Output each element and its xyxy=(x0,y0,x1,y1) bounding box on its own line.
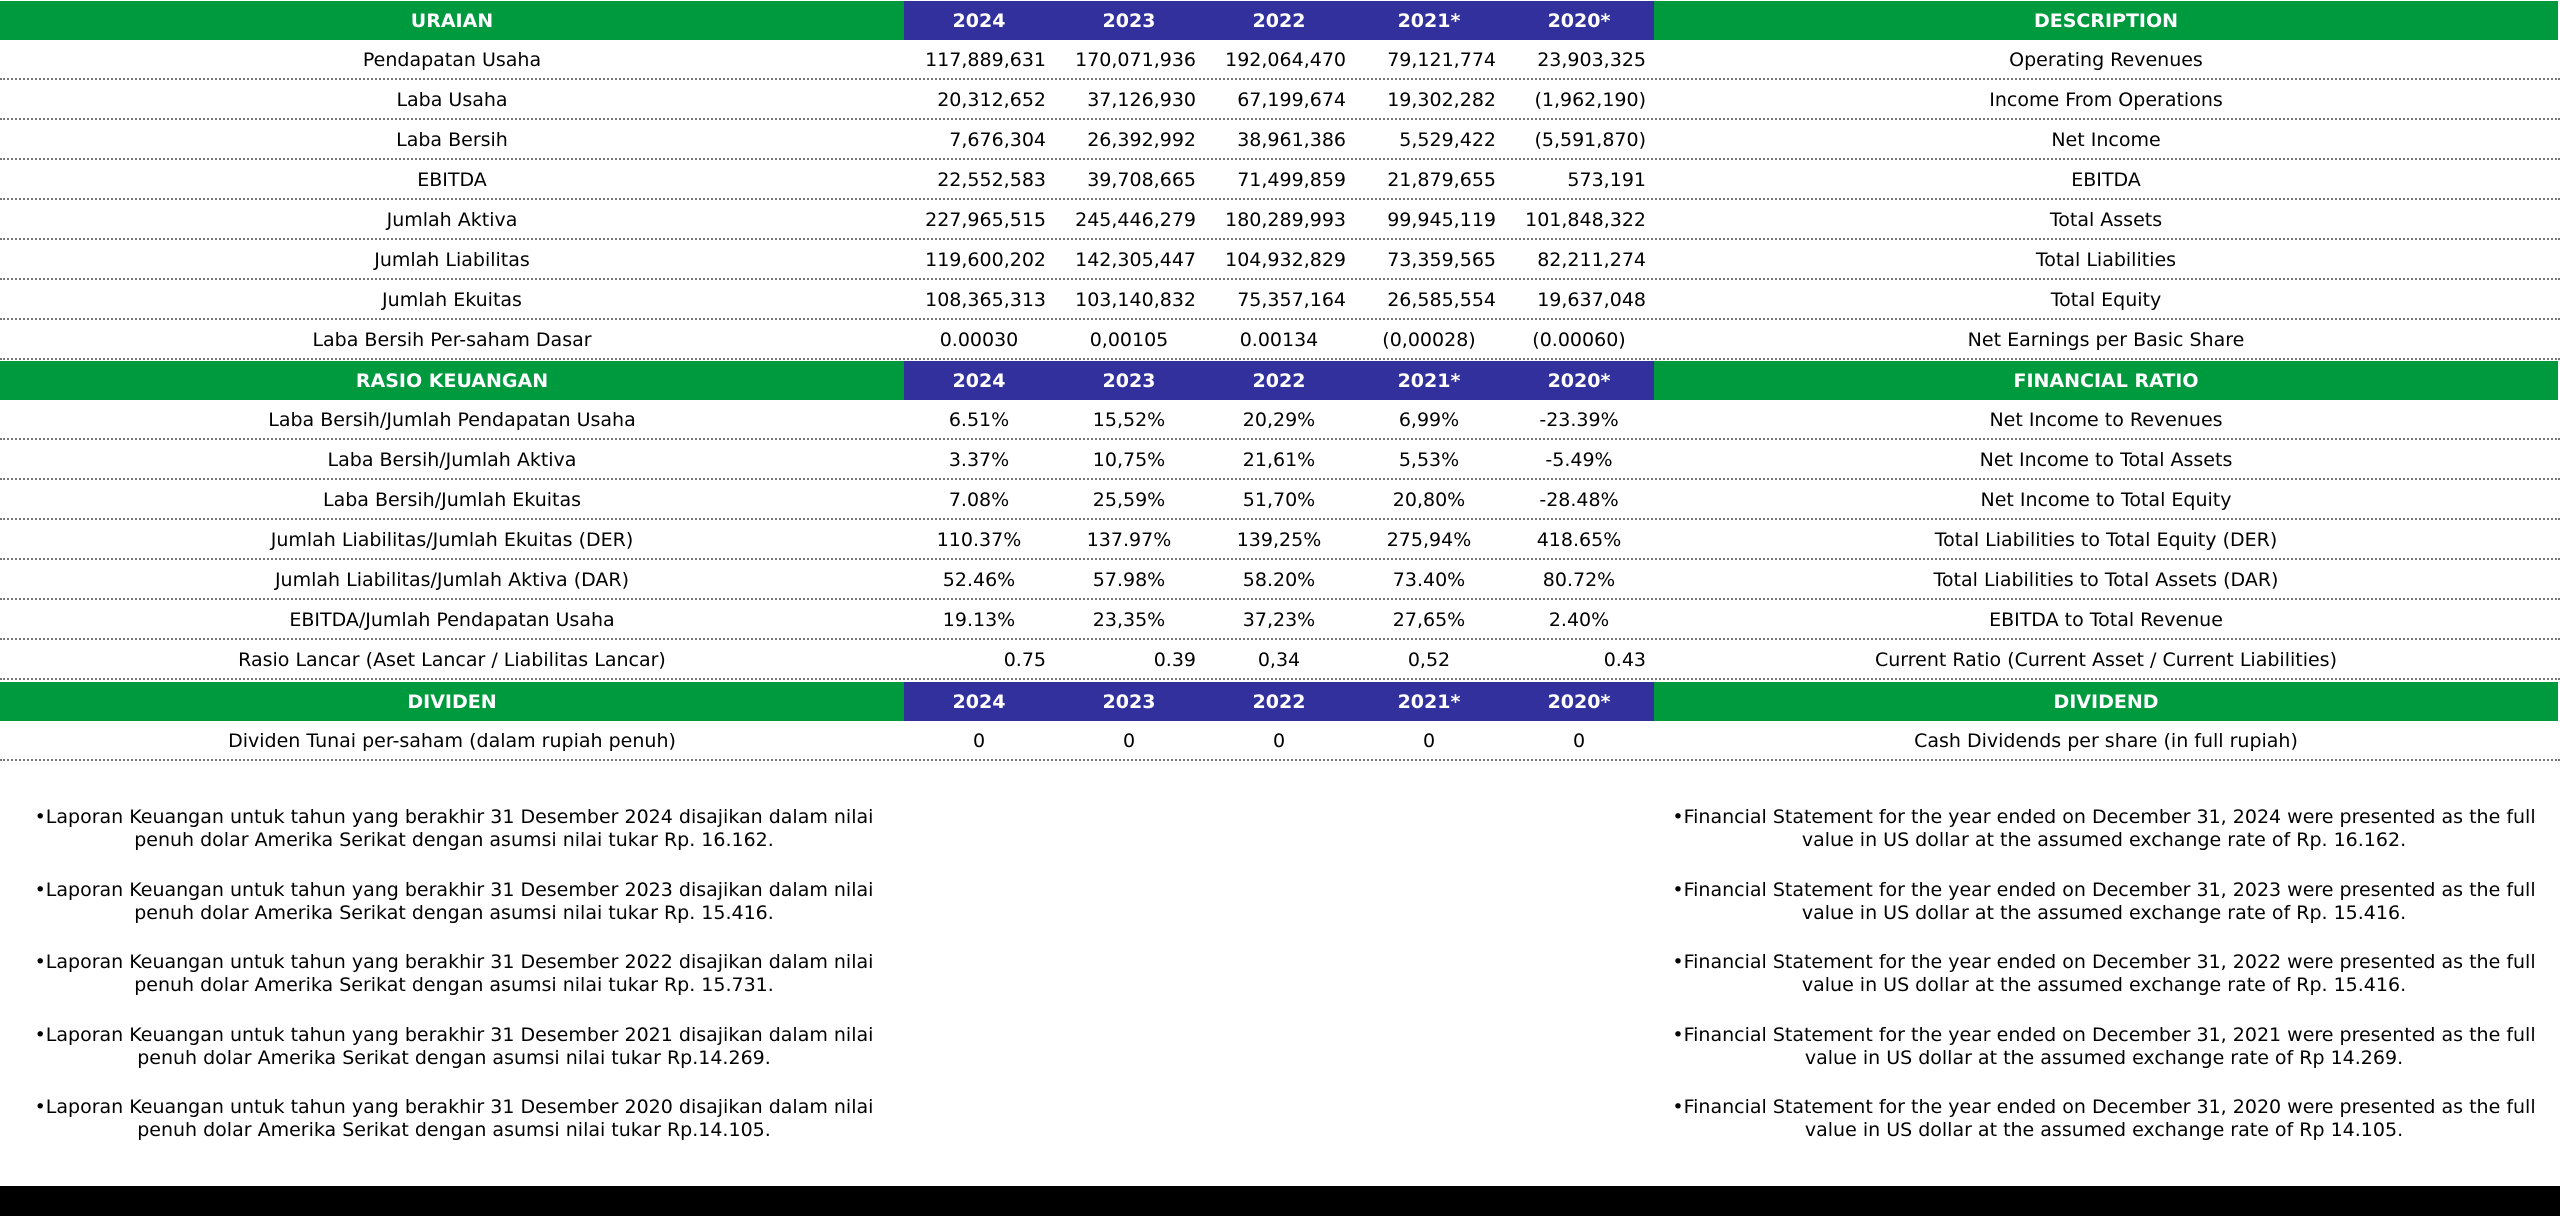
cell-value: 5,53% xyxy=(1398,449,1460,471)
year-header: 2023 xyxy=(1054,1,1204,40)
cell-value: 5,529,422 xyxy=(1399,129,1496,151)
cell-value: 73,359,565 xyxy=(1387,249,1496,271)
cell-value: 38,961,386 xyxy=(1237,129,1346,151)
row-description: Net Income xyxy=(2051,129,2161,151)
cell-value: 573,191 xyxy=(1567,169,1646,191)
cell-value: 37,126,930 xyxy=(1087,89,1196,111)
cell-value: 6,99% xyxy=(1398,409,1460,431)
table-row xyxy=(0,40,2560,80)
footnote-id: •Laporan Keuangan untuk tahun yang berakhir 31 Desember 2022 disajikan dalam nilai penuh dolar Amerika Serikat dengan asumsi nilai tukar Rp. 15.731. xyxy=(34,951,874,996)
cell-value: 0.75 xyxy=(1003,649,1046,671)
cell-value: 25,59% xyxy=(1092,489,1166,511)
cell-value: 103,140,832 xyxy=(1075,289,1196,311)
cell-value: 101,848,322 xyxy=(1525,209,1646,231)
table-row xyxy=(0,80,2560,120)
row-label: Jumlah Liabilitas/Jumlah Aktiva (DAR) xyxy=(274,569,630,591)
cell-value: 15,52% xyxy=(1092,409,1166,431)
cell-value: 119,600,202 xyxy=(925,249,1046,271)
table-row xyxy=(0,600,2560,640)
row-label: Jumlah Liabilitas/Jumlah Ekuitas (DER) xyxy=(270,529,634,551)
table-row xyxy=(0,320,2560,360)
cell-value: 99,945,119 xyxy=(1387,209,1496,231)
cell-value: 58.20% xyxy=(1242,569,1316,591)
row-label: Jumlah Aktiva xyxy=(386,209,518,231)
cell-value: 20,80% xyxy=(1392,489,1466,511)
cell-value: 82,211,274 xyxy=(1537,249,1646,271)
cell-value: (1,962,190) xyxy=(1534,89,1646,111)
row-description: EBITDA xyxy=(2071,169,2141,191)
cell-value: 3.37% xyxy=(948,449,1010,471)
uraian-header: URAIAN xyxy=(0,1,904,40)
rasio-header: RASIO KEUANGAN xyxy=(0,361,904,400)
cell-value: 245,446,279 xyxy=(1075,209,1196,231)
cell-value: 418.65% xyxy=(1536,529,1622,551)
row-description: Net Income to Total Assets xyxy=(1979,449,2233,471)
cell-value: 7,676,304 xyxy=(949,129,1046,151)
row-label: Laba Bersih Per-saham Dasar xyxy=(312,329,592,351)
table-row xyxy=(0,200,2560,240)
row-description: Net Income to Revenues xyxy=(1989,409,2223,431)
row-description: Cash Dividends per share (in full rupiah) xyxy=(1914,730,2298,752)
cell-value: 23,903,325 xyxy=(1537,49,1646,71)
cell-value: 19.13% xyxy=(942,609,1016,631)
year-header: 2021* xyxy=(1354,1,1504,40)
row-description: EBITDA to Total Revenue xyxy=(1989,609,2223,631)
cell-value: 21,879,655 xyxy=(1387,169,1496,191)
cell-value: 104,932,829 xyxy=(1225,249,1346,271)
year-header: 2024 xyxy=(904,1,1054,40)
year-header: 2024 xyxy=(904,682,1054,721)
footnote-en: •Financial Statement for the year ended on December 31, 2023 were presented as the full value in US dollar at the assumed exchange rate of Rp. 15.416. xyxy=(1672,879,2536,924)
year-header: 2020* xyxy=(1504,682,1654,721)
cell-value: -28.48% xyxy=(1539,489,1619,511)
footnote-en: •Financial Statement for the year ended on December 31, 2021 were presented as the full value in US dollar at the assumed exchange rate of Rp 14.269. xyxy=(1672,1024,2536,1069)
year-header: 2023 xyxy=(1054,682,1204,721)
cell-value: 19,302,282 xyxy=(1387,89,1496,111)
row-label: Laba Bersih/Jumlah Pendapatan Usaha xyxy=(268,409,636,431)
description-header: DESCRIPTION xyxy=(1654,1,2558,40)
footnote-en: •Financial Statement for the year ended on December 31, 2020 were presented as the full value in US dollar at the assumed exchange rate of Rp 14.105. xyxy=(1672,1096,2536,1141)
row-label: Laba Bersih/Jumlah Ekuitas xyxy=(322,489,582,511)
cell-value: (0.00060) xyxy=(1532,329,1626,351)
row-label: Dividen Tunai per-saham (dalam rupiah penuh) xyxy=(228,730,676,752)
footnote-id: •Laporan Keuangan untuk tahun yang berakhir 31 Desember 2024 disajikan dalam nilai penuh dolar Amerika Serikat dengan asumsi nilai tukar Rp. 16.162. xyxy=(34,806,874,851)
cell-value: 0.43 xyxy=(1603,649,1646,671)
footnote-id: •Laporan Keuangan untuk tahun yang berakhir 31 Desember 2021 disajikan dalam nilai penuh dolar Amerika Serikat dengan asumsi nilai tukar Rp.14.269. xyxy=(34,1024,874,1069)
cell-value: 170,071,936 xyxy=(1075,49,1196,71)
table-row xyxy=(0,160,2560,200)
cell-value: 110.37% xyxy=(936,529,1022,551)
cell-value: 71,499,859 xyxy=(1237,169,1346,191)
cell-value: 20,312,652 xyxy=(937,89,1046,111)
footnote-en: •Financial Statement for the year ended on December 31, 2022 were presented as the full value in US dollar at the assumed exchange rate of Rp. 15.416. xyxy=(1672,951,2536,996)
row-description: Current Ratio (Current Asset / Current Liabilities) xyxy=(1875,649,2337,671)
year-header: 2021* xyxy=(1354,361,1504,400)
cell-value: 79,121,774 xyxy=(1387,49,1496,71)
row-description: Total Liabilities xyxy=(2035,249,2177,271)
table-row xyxy=(0,280,2560,320)
year-header: 2022 xyxy=(1204,361,1354,400)
cell-value: 10,75% xyxy=(1092,449,1166,471)
cell-value: 117,889,631 xyxy=(925,49,1046,71)
cell-value: 26,585,554 xyxy=(1387,289,1496,311)
table-row xyxy=(0,240,2560,280)
dividen-header: DIVIDEN xyxy=(0,682,904,721)
cell-value: 20,29% xyxy=(1242,409,1316,431)
row-label: Laba Usaha xyxy=(396,89,508,111)
dividend-header: DIVIDEND xyxy=(1654,682,2558,721)
cell-value: 26,392,992 xyxy=(1087,129,1196,151)
cell-value: 6.51% xyxy=(948,409,1010,431)
cell-value: 19,637,048 xyxy=(1537,289,1646,311)
table-row xyxy=(0,480,2560,520)
row-description: Net Income to Total Equity xyxy=(1980,489,2232,511)
year-header: 2020* xyxy=(1504,361,1654,400)
cell-value: 0 xyxy=(972,730,986,752)
year-header: 2021* xyxy=(1354,682,1504,721)
row-description: Operating Revenues xyxy=(2009,49,2203,71)
row-description: Total Liabilities to Total Assets (DAR) xyxy=(1933,569,2279,591)
footnote-id: •Laporan Keuangan untuk tahun yang berakhir 31 Desember 2020 disajikan dalam nilai penuh dolar Amerika Serikat dengan asumsi nilai tukar Rp.14.105. xyxy=(34,1096,874,1141)
cell-value: 0,34 xyxy=(1257,649,1301,671)
year-header: 2022 xyxy=(1204,1,1354,40)
table-row xyxy=(0,400,2560,440)
cell-value: 227,965,515 xyxy=(925,209,1046,231)
table-row xyxy=(0,721,2560,761)
row-description: Income From Operations xyxy=(1989,89,2223,111)
footer-bar xyxy=(0,1186,2560,1216)
row-description: Net Earnings per Basic Share xyxy=(1967,329,2245,351)
table-row xyxy=(0,120,2560,160)
row-label: Laba Bersih/Jumlah Aktiva xyxy=(327,449,577,471)
cell-value: 0 xyxy=(1572,730,1586,752)
header-row-uraian xyxy=(0,1,2560,40)
table-row xyxy=(0,440,2560,480)
cell-value: (5,591,870) xyxy=(1534,129,1646,151)
cell-value: 73.40% xyxy=(1392,569,1466,591)
cell-value: 52.46% xyxy=(942,569,1016,591)
cell-value: 180,289,993 xyxy=(1225,209,1346,231)
cell-value: 142,305,447 xyxy=(1075,249,1196,271)
table-row xyxy=(0,520,2560,560)
cell-value: 0 xyxy=(1272,730,1286,752)
cell-value: 0,52 xyxy=(1407,649,1451,671)
row-label: EBITDA xyxy=(417,169,487,191)
cell-value: 23,35% xyxy=(1092,609,1166,631)
row-description: Total Liabilities to Total Equity (DER) xyxy=(1934,529,2278,551)
cell-value: 108,365,313 xyxy=(925,289,1046,311)
cell-value: 137.97% xyxy=(1086,529,1172,551)
header-row-rasio xyxy=(0,361,2560,400)
cell-value: 0 xyxy=(1122,730,1136,752)
cell-value: 275,94% xyxy=(1386,529,1472,551)
table-row xyxy=(0,640,2560,680)
cell-value: 80.72% xyxy=(1542,569,1616,591)
year-header: 2023 xyxy=(1054,361,1204,400)
year-header: 2022 xyxy=(1204,682,1354,721)
row-description: Total Assets xyxy=(2049,209,2163,231)
cell-value: 0.39 xyxy=(1153,649,1196,671)
row-label: Jumlah Ekuitas xyxy=(382,289,522,311)
table-row xyxy=(0,560,2560,600)
cell-value: 7.08% xyxy=(948,489,1010,511)
cell-value: 0.00134 xyxy=(1239,329,1319,351)
row-label: EBITDA/Jumlah Pendapatan Usaha xyxy=(289,609,615,631)
row-description: Total Equity xyxy=(2050,289,2162,311)
financial-ratio-header: FINANCIAL RATIO xyxy=(1654,361,2558,400)
header-row-dividen xyxy=(0,682,2560,721)
cell-value: 21,61% xyxy=(1242,449,1316,471)
cell-value: 67,199,674 xyxy=(1237,89,1346,111)
row-label: Rasio Lancar (Aset Lancar / Liabilitas Lancar) xyxy=(238,649,666,671)
cell-value: 57.98% xyxy=(1092,569,1166,591)
cell-value: -5.49% xyxy=(1545,449,1613,471)
cell-value: 139,25% xyxy=(1236,529,1322,551)
cell-value: 0.00030 xyxy=(939,329,1019,351)
cell-value: 192,064,470 xyxy=(1225,49,1346,71)
cell-value: 27,65% xyxy=(1392,609,1466,631)
year-header: 2024 xyxy=(904,361,1054,400)
cell-value: 51,70% xyxy=(1242,489,1316,511)
footnote-id: •Laporan Keuangan untuk tahun yang berakhir 31 Desember 2023 disajikan dalam nilai penuh dolar Amerika Serikat dengan asumsi nilai tukar Rp. 15.416. xyxy=(34,879,874,924)
cell-value: 39,708,665 xyxy=(1087,169,1196,191)
cell-value: -23.39% xyxy=(1539,409,1619,431)
footnote-en: •Financial Statement for the year ended on December 31, 2024 were presented as the full value in US dollar at the assumed exchange rate of Rp. 16.162. xyxy=(1672,806,2536,851)
cell-value: 0,00105 xyxy=(1089,329,1169,351)
cell-value: 22,552,583 xyxy=(937,169,1046,191)
cell-value: 37,23% xyxy=(1242,609,1316,631)
row-label: Jumlah Liabilitas xyxy=(374,249,530,271)
cell-value: 2.40% xyxy=(1548,609,1610,631)
row-label: Laba Bersih xyxy=(396,129,508,151)
cell-value: (0,00028) xyxy=(1382,329,1476,351)
year-header: 2020* xyxy=(1504,1,1654,40)
row-label: Pendapatan Usaha xyxy=(362,49,542,71)
cell-value: 75,357,164 xyxy=(1237,289,1346,311)
cell-value: 0 xyxy=(1422,730,1436,752)
